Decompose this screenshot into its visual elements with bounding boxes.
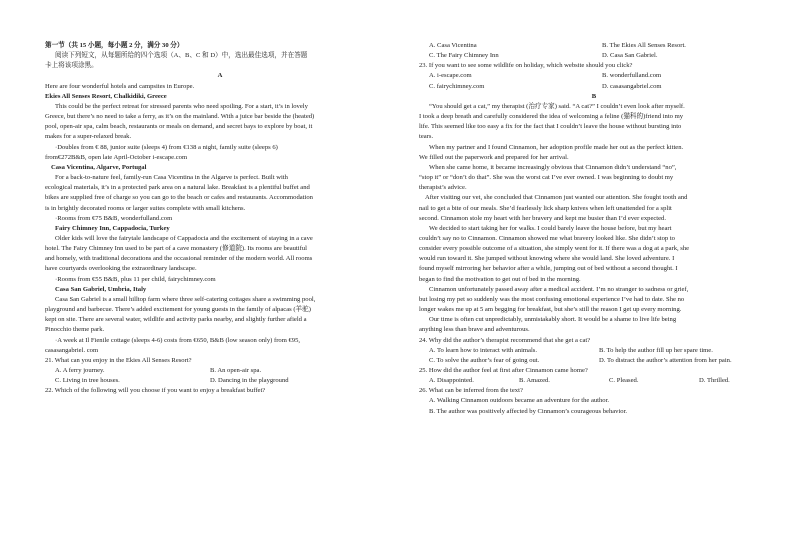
question-options	[419, 41, 769, 51]
hotel-text-line: makes for a super-relaxed break.	[45, 133, 132, 141]
hotel-name: Ekies All Senses Resort, Chalkidiki, Greece	[45, 92, 167, 100]
question-options	[419, 346, 769, 356]
question-options	[419, 82, 769, 92]
hotel-name: Fairy Chimney Inn, Cappadocia, Turkey	[55, 224, 170, 232]
instructions-line-2: 卡上将该项涂黑。	[45, 62, 98, 70]
passage-a-label: A	[217, 72, 223, 80]
passage-line: Our time is often cut unpredictably, unmistakably short. It would be a shame to live life being	[429, 316, 677, 324]
option-b[interactable]: B. The Ekies All Senses Resort.	[602, 42, 686, 49]
hotel-price-line: from€272B&B, open late April-October i-escape.com	[45, 153, 188, 161]
passage-line: found myself mirroring her behavior after a while, jumping out of bed without a second thought. I	[419, 265, 678, 273]
hotel-price-line: ·Rooms from €55 B&B, plus 11 per child, fairychimney.com	[55, 275, 216, 283]
passage-line: would run toward it. She jumped without knowing where she would land. She loved adventure. I	[419, 255, 675, 263]
passage-line: therapist’s advice.	[419, 184, 467, 192]
left-column	[45, 41, 395, 396]
option-b[interactable]: B. wonderfulland.com	[602, 72, 662, 80]
option-a[interactable]: A. Disappointed.	[429, 377, 474, 385]
passage-line: When my partner and I found Cinnamon, her adoption profile made her out as the perfect kitten.	[429, 143, 684, 151]
passage-line: When she came home, it became increasingly obvious that Cinnamon didn’t understand “no”,	[429, 163, 677, 171]
option-c[interactable]: C. Pleased.	[609, 377, 639, 385]
hotel-text-line: Pinocchio theme park.	[45, 326, 105, 334]
passage-line: second. Cinnamon stole my heart with her bravery and kept me busier than I’d ever expected.	[419, 214, 666, 222]
passage-line: life. This seemed like too easy a fix for the fact that I couldn’t leave the house without bursting into	[419, 123, 682, 131]
question-stem: 25. How did the author feel at first after Cinnamon came home?	[419, 367, 588, 374]
instructions-line-1: 阅读下列短文，从每题所给的四个选项（A、B、C 和 D）中，选出最佳选项，并在答题	[55, 52, 308, 60]
question-options	[419, 356, 769, 366]
option-c[interactable]: C. Living in tree houses.	[55, 377, 120, 385]
hotel-price-line: casasangabriel. com	[45, 346, 99, 354]
hotel-text-line: playground and barbecue. There’s added excitement for young guests in the family of alpacas (羊驼)	[45, 306, 311, 314]
hotel-text-line: have courtyards overlooking the extraordinary landscape.	[45, 265, 197, 273]
option-d[interactable]: D. Dancing in the playground	[210, 377, 289, 385]
passage-b-label: B	[591, 92, 597, 100]
section-header: 第一节（共 15 小题，每小题 2 分，满分 30 分）	[45, 42, 184, 49]
passage-line: tears.	[419, 133, 434, 141]
hotel-text-line: and homely, with traditional decorations and the occasional reminder of the modern world. All rooms	[45, 255, 313, 263]
hotel-name: Casa Vicentina, Algarve, Portugal	[51, 163, 147, 171]
option-d[interactable]: D. Casa San Gabriel.	[602, 52, 658, 60]
passage-line: but losing my pet so suddenly was the most confusing emotional experience I’ve had to date. She no	[419, 295, 685, 303]
passage-line: Cinnamon unfortunately passed away after a medical accident. I’m no stranger to sadness or grief,	[429, 285, 689, 293]
question-options	[45, 366, 395, 376]
question-stem: 23. If you want to see some wildlife on holiday, which website should you click?	[419, 62, 633, 70]
hotel-text-line: For a back-to-nature feel, family-run Casa Vicentina in the Algarve is perfect. Built with	[55, 174, 288, 182]
passage-line: anything less than brave and adventurous.	[419, 326, 530, 334]
option-d[interactable]: D. To distract the author’s attention from her pain.	[599, 356, 732, 364]
passage-line: couldn’t say no to Cinnamon. Cinnamon showed me what bravery looked like. She didn’t stop to	[419, 234, 675, 242]
question-options	[419, 376, 769, 386]
hotel-text-line: bikes are supplied free of charge so you can go to the beach or cafes and restaurants. Accommodation	[45, 194, 313, 202]
passage-line: “You should get a cat,” my therapist (治疗专家) said. “A cat?” I couldn’t even look after myself.	[429, 102, 685, 110]
hotel-text-line: Casa San Gabriel is a small hilltop farm where three self-catering cottages share a swimming pool,	[55, 295, 316, 303]
hotel-text-line: pool, open-air spa, calm beach, restaurants or meals on demand, and secret bays to explore by boat, it	[45, 123, 313, 131]
option-b[interactable]: B. Amazed.	[519, 377, 550, 385]
option-d[interactable]: D. Thrilled.	[699, 377, 730, 385]
question-stem: 21. What can you enjoy in the Ekies All Senses Resort?	[45, 356, 192, 364]
passage-line: We filled out the paperwork and prepared for her arrival.	[419, 153, 569, 161]
option-b[interactable]: B. An open-air spa.	[210, 367, 262, 374]
option-c[interactable]: C. To solve the author’s fear of going out.	[429, 356, 540, 364]
hotel-text-line: This could be the perfect retreat for stressed parents who need spoiling. For a start, it’s in lovely	[55, 102, 308, 110]
option-b[interactable]: B. To help the author fill up her spare time.	[599, 346, 713, 354]
passage-line: nail to get a bite of our meals. She’d fearlessly lick sharp knives when left unattended for a split	[419, 204, 672, 212]
hotel-text-line: hotel. The Fairy Chimney Inn used to be part of a cave monastery (修道院). Its rooms are beautiful	[45, 245, 307, 253]
hotel-price-line: ·Doubles from € 88, junior suite (sleeps 4) from €138 a night, family suite (sleeps 6)	[55, 143, 278, 151]
passage-line: longer wakes me up at 5 am begging for breakfast, but she’s still the reason I get up every morning.	[419, 306, 682, 314]
question-options	[45, 376, 395, 386]
question-stem: 26. What can be inferred from the text?	[419, 387, 523, 395]
hotel-text-line: ecological materials, it’s in a protected park area on a natural lake. Breakfast is a plentiful buffet and	[45, 184, 310, 192]
passage-line: consider every possible outcome of a situation, she simply went for it. If there was a dog at a park, she	[419, 245, 690, 253]
question-stem: 24. Why did the author’s therapist recommend that she get a cat?	[419, 336, 591, 344]
hotel-name: Casa San Gabriel, Umbria, Italy	[55, 285, 147, 293]
option-a[interactable]: A. Walking Cinnamon outdoors became an adventure for the author.	[429, 397, 610, 405]
option-d[interactable]: D. casasangabriel.com	[602, 82, 662, 90]
question-options	[419, 71, 769, 81]
option-c[interactable]: C. The Fairy Chimney Inn	[429, 52, 499, 60]
right-column	[419, 41, 769, 417]
passage-line: We decided to start taking her for walks. I could barely leave the house before, but my heart	[429, 224, 672, 232]
option-a[interactable]: A. A ferry journey.	[55, 367, 105, 374]
option-a[interactable]: A. To learn how to interact with animals.	[429, 346, 538, 354]
question-stem: 22. Which of the following will you choose if you want to enjoy a breakfast buffet?	[45, 387, 266, 395]
hotel-text-line: kept on site. There are several water, wildlife and activity parks nearby, and slightly further afield a	[45, 316, 307, 324]
passage-line: I took a deep breath and carefully considered the idea of welcoming a feline (猫科的)friend into my	[419, 113, 684, 121]
option-a[interactable]: A. Casa Vicentina	[429, 42, 477, 49]
hotel-price-line: ·Rooms from €75 B&B, wonderfulland.com	[55, 214, 173, 222]
question-options	[419, 51, 769, 61]
hotel-text-line: Older kids will love the fairytale landscape of Cappadocia and the excitement of staying in a cave	[55, 234, 313, 242]
hotel-text-line: Greece, but there’s no need to take a ferry, as it’s on the mainland. With a juice bar beside the (heated)	[45, 113, 315, 121]
hotel-price-line: ·A week at Il Fienile cottage (sleeps 4-6) costs from €650, B&B (low season only) from €95,	[55, 336, 301, 344]
option-c[interactable]: C. fairychimney.com	[429, 82, 485, 90]
option-b[interactable]: B. The author was positively affected by Cinnamon’s courageous behavior.	[429, 407, 628, 415]
option-a[interactable]: A. i-escape.com	[429, 72, 472, 80]
hotel-text-line: is in brightly decorated rooms or larger suites complete with small kitchens.	[45, 204, 246, 212]
passage-line: began to find the motivation to get out of bed in the morning.	[419, 275, 581, 283]
passage-line: After visiting our vet, she concluded that Cinnamon just wanted our attention. She fought tooth and	[425, 194, 688, 202]
passage-a-intro: Here are four wonderful hotels and campsites in Europe.	[45, 82, 195, 90]
passage-line: “stop it” or “don’t do that”. She was the worst cat I’ve ever owned. I was beginning to doubt my	[419, 174, 674, 182]
